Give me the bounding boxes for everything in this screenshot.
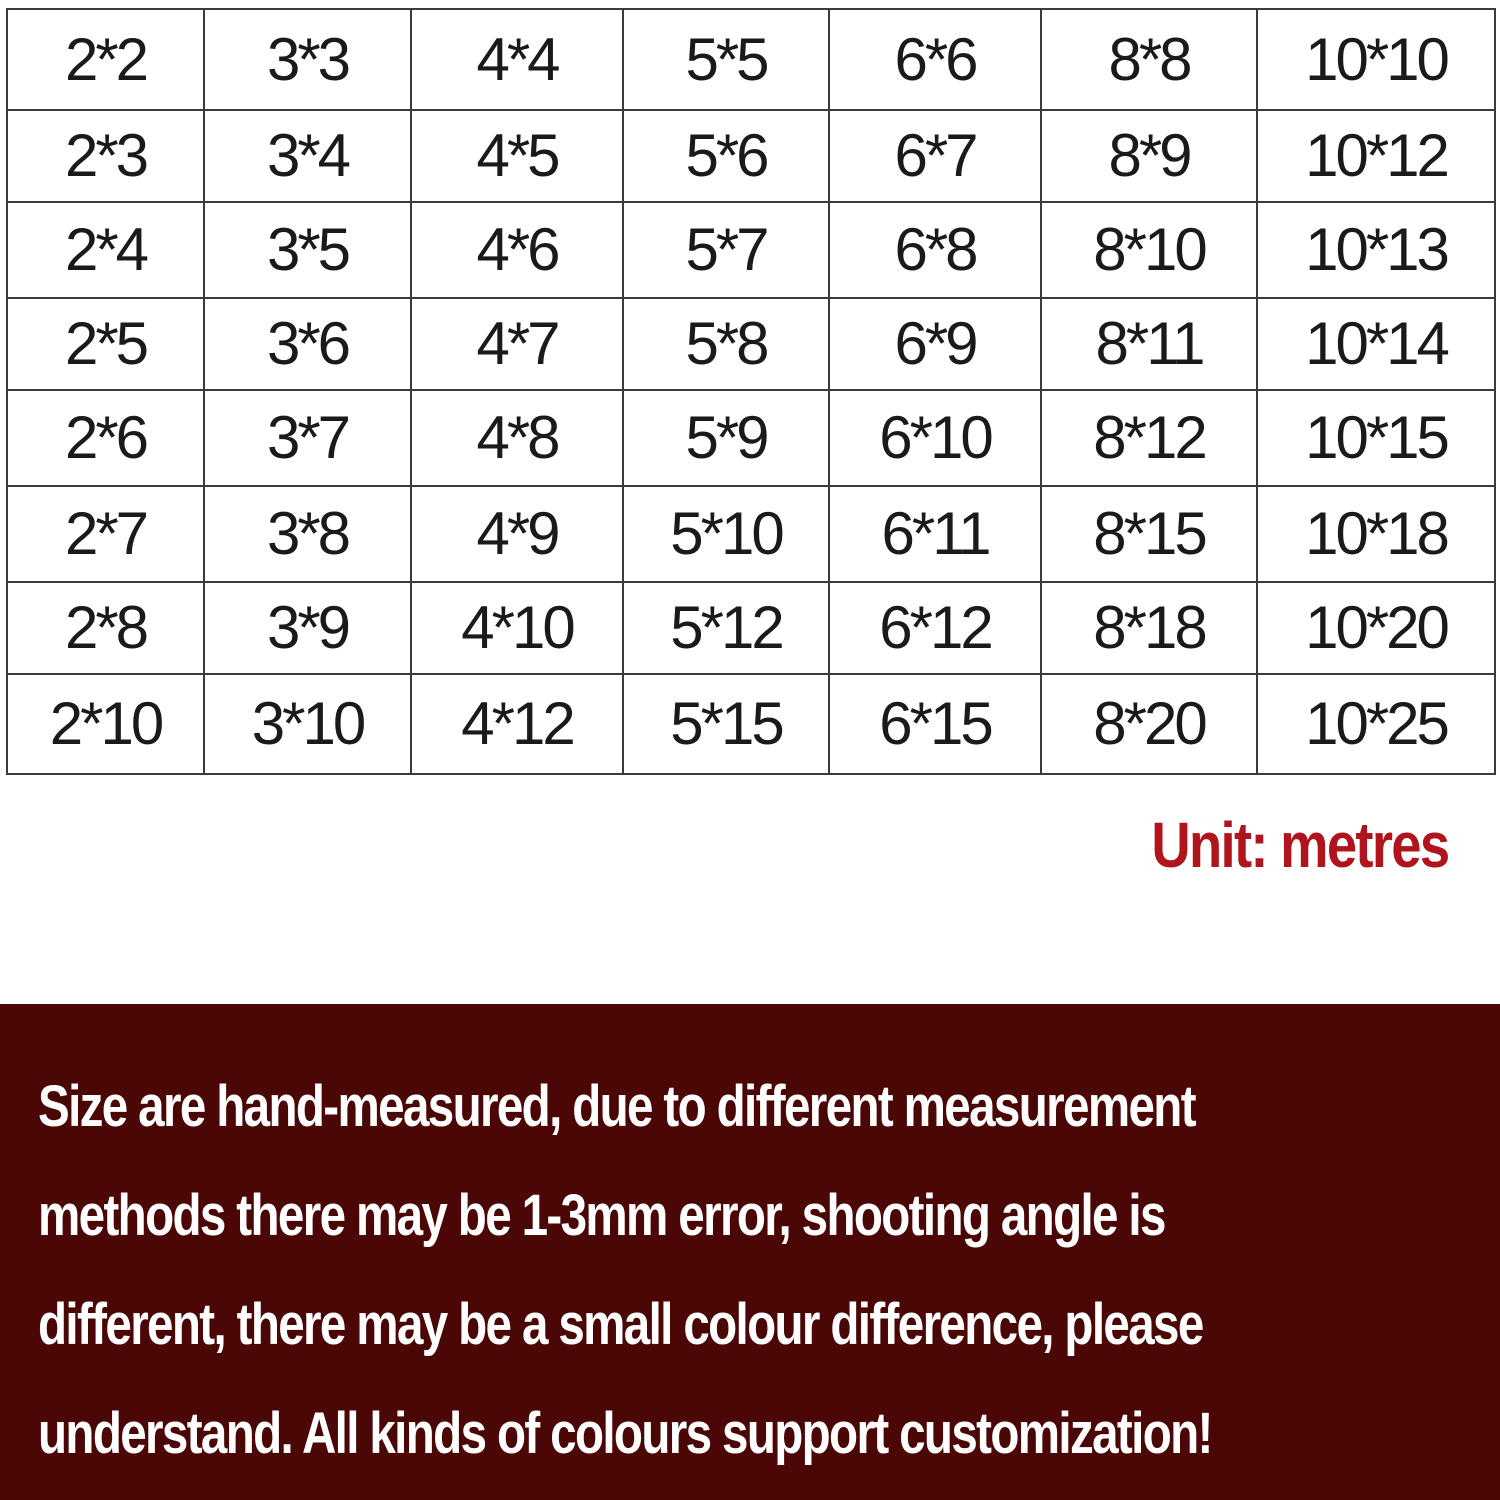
size-cell: 3*7 bbox=[204, 390, 411, 486]
size-cell: 2*8 bbox=[7, 582, 204, 674]
size-cell: 10*10 bbox=[1257, 9, 1495, 110]
size-cell: 8*18 bbox=[1041, 582, 1257, 674]
size-cell: 6*15 bbox=[829, 674, 1041, 774]
size-table-body bbox=[7, 9, 1495, 774]
size-cell: 8*10 bbox=[1041, 202, 1257, 298]
size-cell: 4*8 bbox=[411, 390, 623, 486]
size-cell: 6*11 bbox=[829, 486, 1041, 582]
size-cell: 10*15 bbox=[1257, 390, 1495, 486]
size-cell: 4*7 bbox=[411, 298, 623, 390]
note-line: understand. All kinds of colours support customization! bbox=[38, 1401, 1212, 1466]
size-cell: 2*6 bbox=[7, 390, 204, 486]
size-cell: 3*8 bbox=[204, 486, 411, 582]
size-cell: 6*7 bbox=[829, 110, 1041, 202]
size-cell: 2*3 bbox=[7, 110, 204, 202]
size-cell: 5*7 bbox=[623, 202, 829, 298]
size-cell: 10*13 bbox=[1257, 202, 1495, 298]
size-cell: 3*10 bbox=[204, 674, 411, 774]
size-cell: 5*10 bbox=[623, 486, 829, 582]
note-line: Size are hand-measured, due to different measurement bbox=[38, 1074, 1195, 1139]
size-cell: 2*5 bbox=[7, 298, 204, 390]
size-cell: 2*2 bbox=[7, 9, 204, 110]
size-cell: 4*4 bbox=[411, 9, 623, 110]
table-row bbox=[7, 9, 1495, 110]
size-cell: 3*4 bbox=[204, 110, 411, 202]
table-row bbox=[7, 202, 1495, 298]
size-cell: 6*10 bbox=[829, 390, 1041, 486]
unit-label: Unit: metres bbox=[1151, 809, 1448, 881]
size-table bbox=[6, 8, 1496, 775]
size-cell: 10*12 bbox=[1257, 110, 1495, 202]
size-cell: 4*12 bbox=[411, 674, 623, 774]
size-cell: 10*25 bbox=[1257, 674, 1495, 774]
size-cell: 8*15 bbox=[1041, 486, 1257, 582]
size-cell: 5*6 bbox=[623, 110, 829, 202]
size-cell: 4*5 bbox=[411, 110, 623, 202]
size-cell: 8*8 bbox=[1041, 9, 1257, 110]
size-cell: 8*20 bbox=[1041, 674, 1257, 774]
table-row bbox=[7, 110, 1495, 202]
size-cell: 6*6 bbox=[829, 9, 1041, 110]
size-cell: 6*12 bbox=[829, 582, 1041, 674]
size-cell: 2*4 bbox=[7, 202, 204, 298]
size-cell: 4*6 bbox=[411, 202, 623, 298]
note-line: methods there may be 1-3mm error, shooting angle is bbox=[38, 1183, 1165, 1248]
size-cell: 10*14 bbox=[1257, 298, 1495, 390]
table-row bbox=[7, 486, 1495, 582]
size-cell: 5*9 bbox=[623, 390, 829, 486]
size-cell: 10*20 bbox=[1257, 582, 1495, 674]
table-row bbox=[7, 298, 1495, 390]
size-cell: 6*8 bbox=[829, 202, 1041, 298]
size-cell: 2*10 bbox=[7, 674, 204, 774]
size-cell: 5*5 bbox=[623, 9, 829, 110]
size-cell: 3*6 bbox=[204, 298, 411, 390]
size-cell: 6*9 bbox=[829, 298, 1041, 390]
note-text bbox=[38, 1052, 1212, 1488]
size-cell: 3*5 bbox=[204, 202, 411, 298]
size-cell: 8*9 bbox=[1041, 110, 1257, 202]
size-cell: 3*9 bbox=[204, 582, 411, 674]
note-panel bbox=[0, 1004, 1500, 1500]
table-row bbox=[7, 674, 1495, 774]
size-cell: 3*3 bbox=[204, 9, 411, 110]
note-line: different, there may be a small colour difference, please bbox=[38, 1292, 1203, 1357]
size-cell: 5*12 bbox=[623, 582, 829, 674]
table-row bbox=[7, 582, 1495, 674]
size-cell: 5*8 bbox=[623, 298, 829, 390]
size-cell: 4*10 bbox=[411, 582, 623, 674]
size-cell: 10*18 bbox=[1257, 486, 1495, 582]
size-cell: 5*15 bbox=[623, 674, 829, 774]
size-cell: 8*11 bbox=[1041, 298, 1257, 390]
table-row bbox=[7, 390, 1495, 486]
size-cell: 4*9 bbox=[411, 486, 623, 582]
size-cell: 8*12 bbox=[1041, 390, 1257, 486]
size-cell: 2*7 bbox=[7, 486, 204, 582]
